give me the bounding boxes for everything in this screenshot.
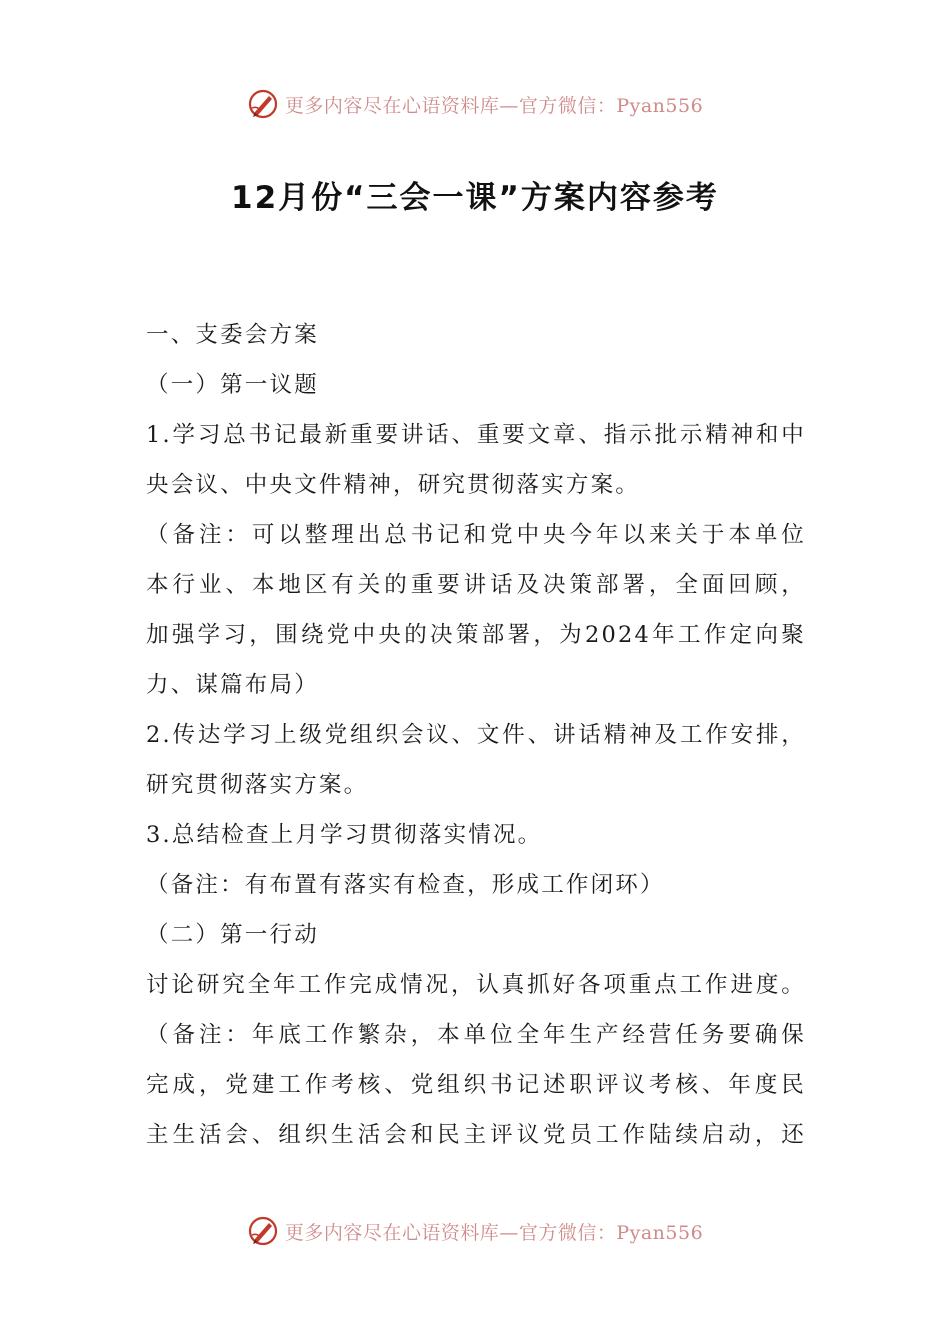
text-line: 力、谋篇布局） [146,672,319,698]
pen-logo-icon [247,1215,279,1247]
watermark-header [0,84,950,124]
document-title: 12月份“三会一课”方案内容参考 [231,180,719,216]
text-line: 讨论研究全年工作完成情况，认真抓好各项重点工作进度。 [146,972,806,998]
text-line: 3.总结检查上月学习贯彻落实情况。 [146,822,543,848]
pen-logo-icon [247,88,279,120]
document-body [146,310,806,1160]
watermark-footer [0,1211,950,1251]
text-line: 2.传达学习上级党组织会议、文件、讲话精神及工作安排， [146,722,806,748]
text-line: 完成，党建工作考核、党组织书记述职评议考核、年度民 [146,1072,806,1098]
text-line: （备注：年底工作繁杂，本单位全年生产经营任务要确保 [146,1022,806,1048]
watermark-text: 更多内容尽在心语资料库—官方微信：Pyan556 [284,94,704,117]
text-line: 本行业、本地区有关的重要讲话及决策部署，全面回顾， [146,572,806,598]
text-line: （备注：可以整理出总书记和党中央今年以来关于本单位 [146,522,806,548]
text-line: 研究贯彻落实方案。 [146,772,369,798]
text-line: 央会议、中央文件精神，研究贯彻落实方案。 [146,472,641,498]
text-line: 主生活会、组织生活会和民主评议党员工作陆续启动，还 [146,1122,806,1148]
text-line: 加强学习，围绕党中央的决策部署，为2024年工作定向聚 [146,622,806,648]
text-line: （备注：有布置有落实有检查，形成工作闭环） [146,872,665,898]
text-line: （一）第一议题 [146,372,319,398]
watermark-text: 更多内容尽在心语资料库—官方微信：Pyan556 [284,1221,704,1244]
text-line: 1.学习总书记最新重要讲话、重要文章、指示批示精神和中 [146,422,806,448]
text-line: 一、支委会方案 [146,322,319,348]
text-line: （二）第一行动 [146,922,319,948]
